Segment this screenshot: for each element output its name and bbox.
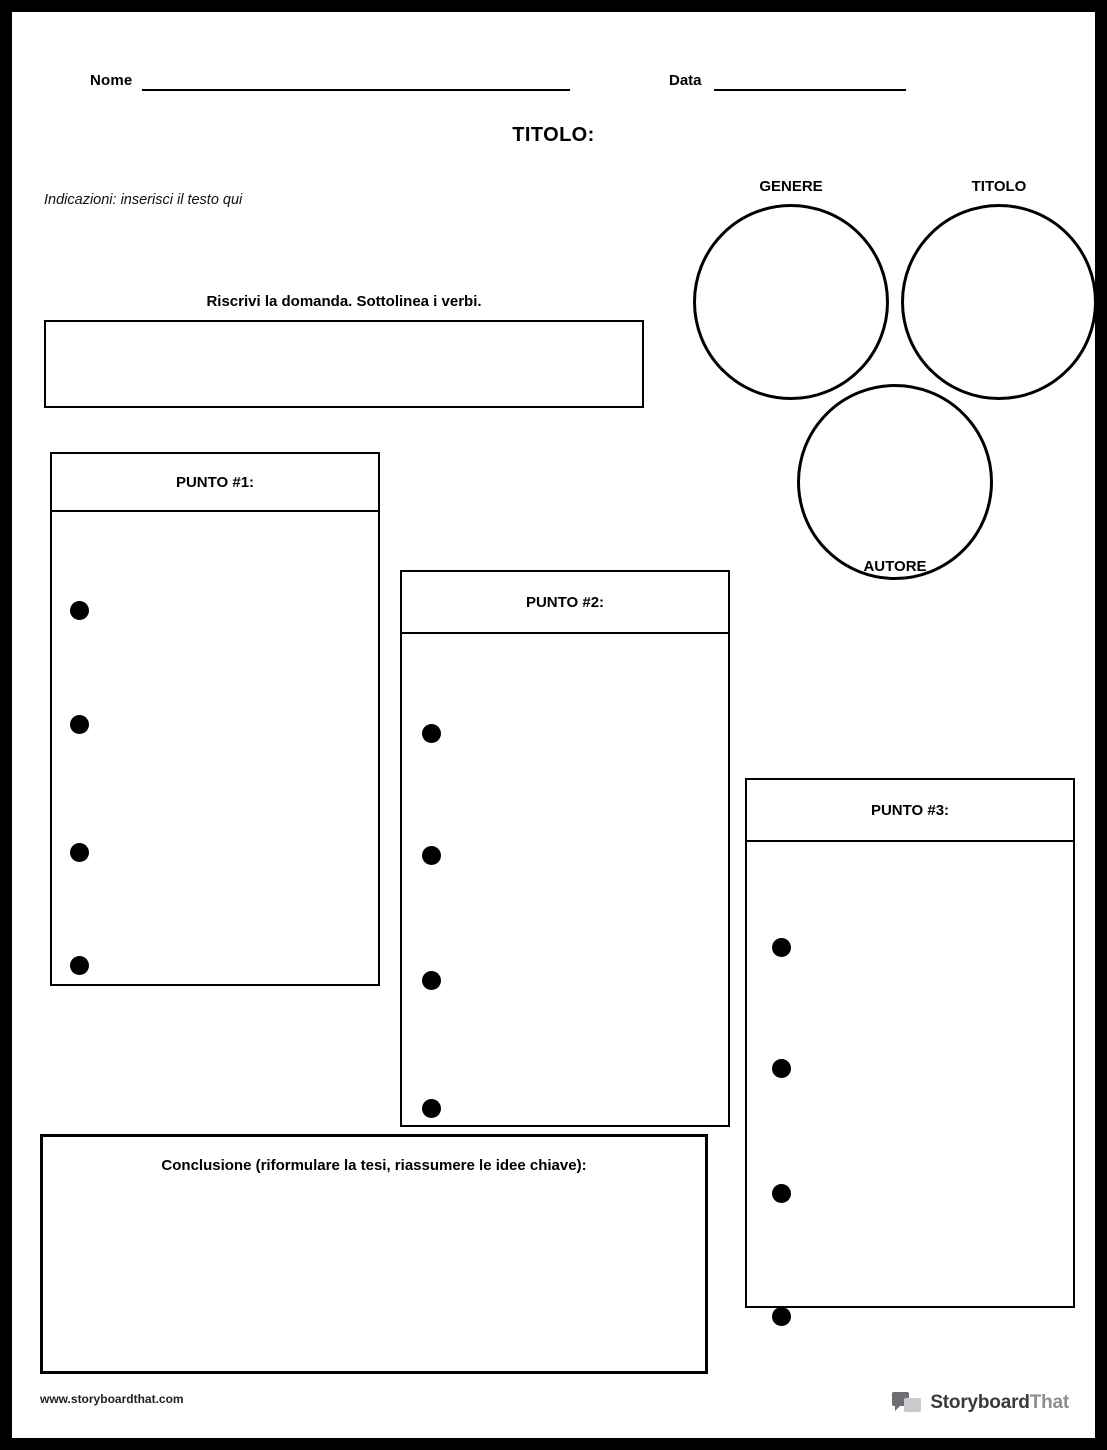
speech-bubble-icon	[892, 1390, 922, 1416]
bullet-icon	[772, 938, 791, 957]
venn-genre-label: GENERE	[759, 178, 823, 195]
bullet-icon	[70, 601, 89, 620]
point-3-box	[745, 778, 1075, 1308]
rewrite-question-label: Riscrivi la domanda. Sottolinea i verbi.	[206, 293, 482, 310]
rewrite-question-field[interactable]	[44, 320, 644, 408]
brand-name-main: Storyboard	[930, 1392, 1030, 1413]
bullet-icon	[70, 843, 89, 862]
brand-name-light: That	[1029, 1392, 1069, 1413]
venn-circle-title[interactable]	[901, 204, 1097, 400]
bullet-icon	[772, 1184, 791, 1203]
instructions-text: Indicazioni: inserisci il testo qui	[44, 192, 243, 208]
point-2-box	[400, 570, 730, 1127]
bullet-icon	[772, 1307, 791, 1326]
footer-url[interactable]: www.storyboardthat.com	[40, 1392, 184, 1406]
bullet-icon	[422, 846, 441, 865]
bullet-icon	[70, 715, 89, 734]
bullet-icon	[422, 971, 441, 990]
date-input-line[interactable]	[714, 89, 906, 91]
venn-circle-genre[interactable]	[693, 204, 889, 400]
point-1-box	[50, 452, 380, 986]
name-input-line[interactable]	[142, 89, 570, 91]
venn-title-label: TITOLO	[971, 178, 1027, 195]
bullet-icon	[422, 724, 441, 743]
point-1-heading: PUNTO #1:	[52, 454, 378, 512]
point-2-heading: PUNTO #2:	[402, 572, 728, 634]
bullet-icon	[422, 1099, 441, 1118]
worksheet-sheet	[12, 12, 1095, 1438]
venn-author-label: AUTORE	[863, 558, 927, 575]
point-3-heading: PUNTO #3:	[747, 780, 1073, 842]
date-label: Data	[669, 72, 702, 89]
venn-circle-author[interactable]	[797, 384, 993, 580]
conclusion-box[interactable]	[40, 1134, 708, 1374]
name-label: Nome	[90, 72, 133, 89]
conclusion-label: Conclusione (riformulare la tesi, riassumere le idee chiave):	[161, 1157, 587, 1174]
venn-diagram	[677, 172, 1097, 582]
page-title: TITOLO:	[512, 124, 595, 146]
brand-logo	[892, 1390, 1069, 1416]
bullet-icon	[772, 1059, 791, 1078]
brand-name	[930, 1392, 1069, 1414]
bullet-icon	[70, 956, 89, 975]
